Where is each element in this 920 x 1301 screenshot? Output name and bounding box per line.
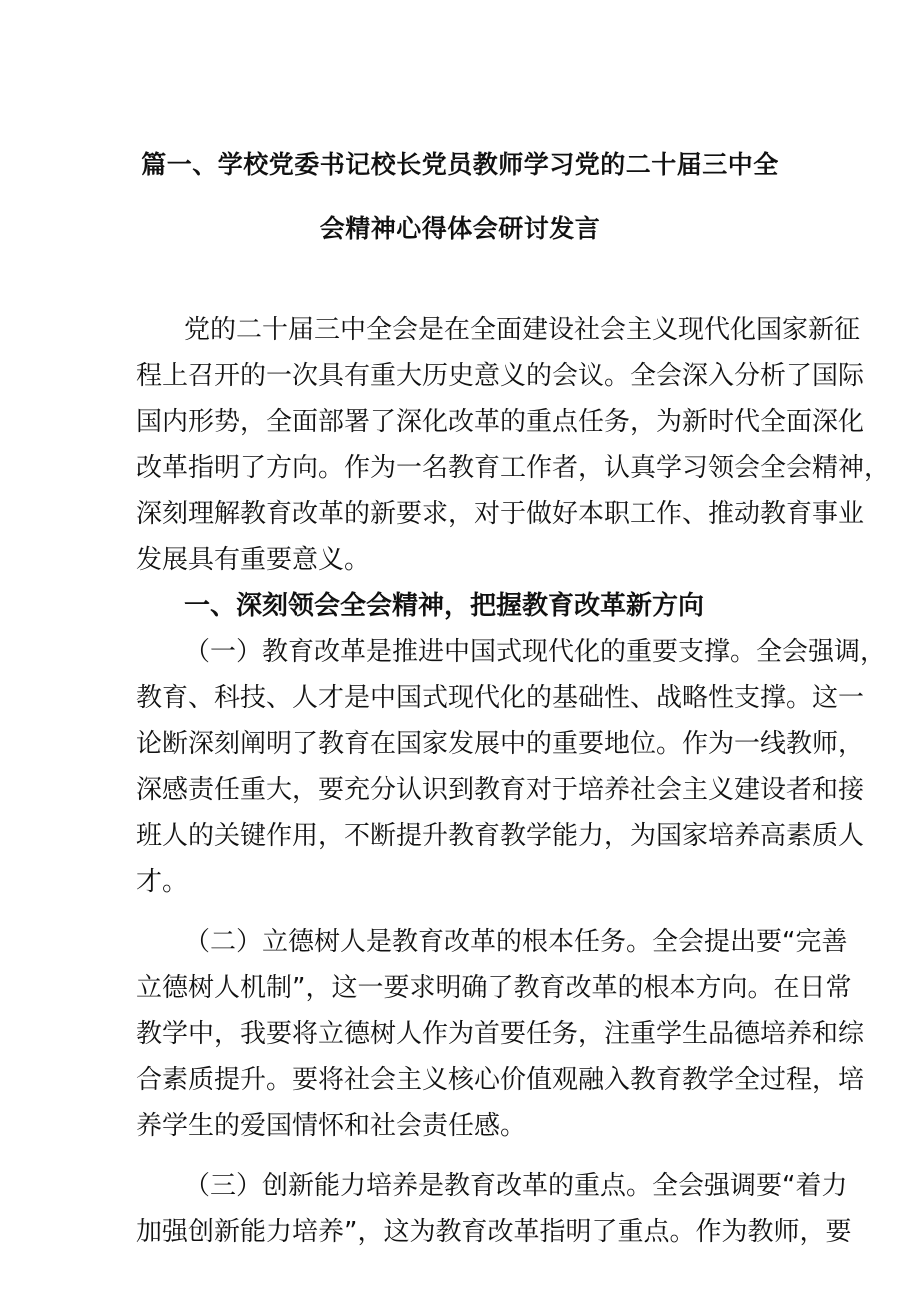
paragraph-1-line: 才。 <box>136 867 189 897</box>
paragraph-intro-line: 党的二十届三中全会是在全面建设社会主义现代化国家新征 <box>184 315 861 345</box>
paragraph-2-line: 养学生的爱国情怀和社会责任感。 <box>136 1111 527 1141</box>
paragraph-1-line: （一）教育改革是推进中国式现代化的重要支撑。全会强调， <box>184 637 887 667</box>
document-title-line-2: 会精神心得体会研讨发言 <box>319 214 601 243</box>
paragraph-2-line: 教学中，我要将立德树人作为首要任务，注重学生品德培养和综 <box>136 1019 865 1049</box>
paragraph-intro-line: 程上召开的一次具有重大历史意义的会议。全会深入分析了国际 <box>136 361 865 391</box>
section-heading: 一、深刻领会全会精神，把握教育改革新方向 <box>184 591 705 621</box>
paragraph-3-line: 加强创新能力培养”，这为教育改革指明了重点。作为教师，要 <box>136 1217 852 1247</box>
paragraph-1-line: 深感责任重大，要充分认识到教育对于培养社会主义建设者和接 <box>136 775 865 805</box>
document-title-line-1: 篇一、学校党委书记校长党员教师学习党的二十届三中全 <box>141 150 779 179</box>
paragraph-intro-line: 改革指明了方向。作为一名教育工作者，认真学习领会全会精神， <box>136 453 891 483</box>
paragraph-1-line: 论断深刻阐明了教育在国家发展中的重要地位。作为一线教师， <box>136 729 865 759</box>
paragraph-intro-line: 国内形势，全面部署了深化改革的重点任务，为新时代全面深化 <box>136 407 865 437</box>
paragraph-intro-line: 深刻理解教育改革的新要求，对于做好本职工作、推动教育事业 <box>136 499 865 529</box>
paragraph-1-line: 教育、科技、人才是中国式现代化的基础性、战略性支撑。这一 <box>136 683 865 713</box>
paragraph-2-line: 合素质提升。要将社会主义核心价值观融入教育教学全过程，培 <box>136 1065 865 1095</box>
paragraph-1-line: 班人的关键作用，不断提升教育教学能力，为国家培养高素质人 <box>136 821 865 851</box>
paragraph-intro-line: 发展具有重要意义。 <box>136 545 371 575</box>
paragraph-3-line: （三）创新能力培养是教育改革的重点。全会强调要“着力 <box>184 1171 848 1201</box>
paragraph-2-line: 立德树人机制”，这一要求明确了教育改革的根本方向。在日常 <box>136 973 852 1003</box>
paragraph-2-line: （二）立德树人是教育改革的根本任务。全会提出要“完善 <box>184 927 848 957</box>
